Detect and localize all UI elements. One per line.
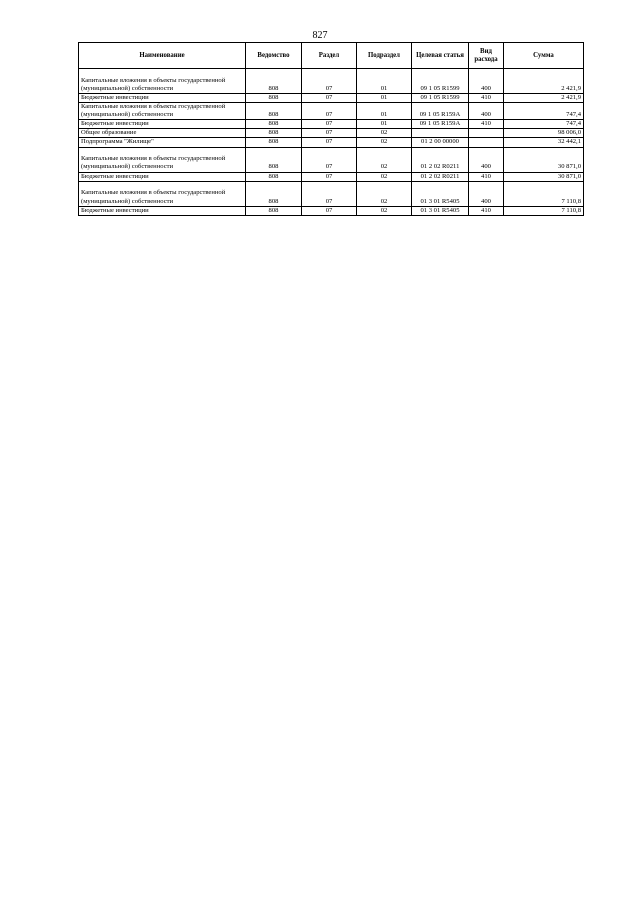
cell-summa: 747,4: [504, 120, 584, 129]
cell-razdel: 07: [302, 181, 357, 206]
cell-name: Бюджетные инвестиции: [79, 94, 246, 103]
cell-name: Капитальные вложения в объекты государственной (муниципальной) собственности: [79, 103, 246, 120]
cell-name: Капитальные вложения в объекты государственной (муниципальной) собственности: [79, 147, 246, 172]
table-body: [79, 69, 584, 216]
cell-celevaya-statya: 09 1 05 R1599: [412, 94, 469, 103]
cell-vedomstvo: 808: [246, 172, 302, 181]
cell-vid-rashoda: 400: [469, 69, 504, 94]
cell-vid-rashoda: 400: [469, 181, 504, 206]
cell-summa: 2 421,9: [504, 94, 584, 103]
cell-celevaya-statya: 09 1 05 R159A: [412, 120, 469, 129]
cell-podrazdel: 02: [357, 181, 412, 206]
cell-name: Бюджетные инвестиции: [79, 120, 246, 129]
cell-podrazdel: 02: [357, 147, 412, 172]
cell-vid-rashoda: [469, 129, 504, 138]
cell-podrazdel: 02: [357, 206, 412, 215]
table-row: [79, 94, 584, 103]
cell-celevaya-statya: 09 1 05 R1599: [412, 69, 469, 94]
cell-celevaya-statya: 09 1 05 R159A: [412, 103, 469, 120]
cell-name: Бюджетные инвестиции: [79, 206, 246, 215]
header-vedomstvo: Ведомство: [246, 43, 302, 69]
header-vid-rashoda: Вид расхода: [469, 43, 504, 69]
cell-celevaya-statya: 01 2 00 00000: [412, 138, 469, 147]
budget-table: [78, 42, 584, 216]
cell-vedomstvo: 808: [246, 103, 302, 120]
cell-vedomstvo: 808: [246, 181, 302, 206]
cell-summa: 32 442,1: [504, 138, 584, 147]
cell-name: Капитальные вложения в объекты государственной (муниципальной) собственности: [79, 69, 246, 94]
cell-razdel: 07: [302, 103, 357, 120]
table-row: [79, 129, 584, 138]
cell-podrazdel: 01: [357, 94, 412, 103]
cell-summa: 30 871,0: [504, 147, 584, 172]
cell-razdel: 07: [302, 206, 357, 215]
cell-summa: 747,4: [504, 103, 584, 120]
cell-celevaya-statya: 01 2 02 R0211: [412, 147, 469, 172]
cell-summa: 7 110,8: [504, 206, 584, 215]
cell-summa: 2 421,9: [504, 69, 584, 94]
cell-podrazdel: 01: [357, 103, 412, 120]
table-row: [79, 138, 584, 147]
table-row: [79, 147, 584, 172]
cell-celevaya-statya: 01 2 02 R0211: [412, 172, 469, 181]
cell-summa: 30 871,0: [504, 172, 584, 181]
cell-vedomstvo: 808: [246, 94, 302, 103]
table-row: [79, 172, 584, 181]
cell-razdel: 07: [302, 94, 357, 103]
cell-vid-rashoda: 410: [469, 172, 504, 181]
header-celevaya-statya: Целевая статья: [412, 43, 469, 69]
cell-summa: 98 006,0: [504, 129, 584, 138]
cell-razdel: 07: [302, 129, 357, 138]
table-row: [79, 181, 584, 206]
header-name: Наименование: [79, 43, 246, 69]
cell-vedomstvo: 808: [246, 138, 302, 147]
page-number: 827: [312, 30, 328, 41]
cell-vedomstvo: 808: [246, 120, 302, 129]
cell-razdel: 07: [302, 138, 357, 147]
cell-podrazdel: 02: [357, 129, 412, 138]
header-podrazdel: Подраздел: [357, 43, 412, 69]
cell-vedomstvo: 808: [246, 129, 302, 138]
header-summa: Сумма: [504, 43, 584, 69]
cell-celevaya-statya: [412, 129, 469, 138]
cell-podrazdel: 01: [357, 69, 412, 94]
table-row: [79, 206, 584, 215]
table-row: [79, 120, 584, 129]
cell-summa: 7 110,8: [504, 181, 584, 206]
table-row: [79, 69, 584, 94]
cell-name: Подпрограмма "Жилище": [79, 138, 246, 147]
cell-podrazdel: 02: [357, 172, 412, 181]
cell-name: Общее образование: [79, 129, 246, 138]
cell-vid-rashoda: 400: [469, 103, 504, 120]
table-row: [79, 103, 584, 120]
cell-vedomstvo: 808: [246, 206, 302, 215]
cell-razdel: 07: [302, 120, 357, 129]
table-header: [79, 43, 584, 69]
cell-podrazdel: 02: [357, 138, 412, 147]
header-razdel: Раздел: [302, 43, 357, 69]
cell-vid-rashoda: 410: [469, 120, 504, 129]
cell-vedomstvo: 808: [246, 69, 302, 94]
cell-vedomstvo: 808: [246, 147, 302, 172]
cell-vid-rashoda: 400: [469, 147, 504, 172]
cell-celevaya-statya: 01 3 01 R5405: [412, 181, 469, 206]
cell-razdel: 07: [302, 172, 357, 181]
cell-vid-rashoda: 410: [469, 206, 504, 215]
cell-name: Бюджетные инвестиции: [79, 172, 246, 181]
cell-vid-rashoda: 410: [469, 94, 504, 103]
cell-vid-rashoda: [469, 138, 504, 147]
cell-celevaya-statya: 01 3 01 R5405: [412, 206, 469, 215]
cell-name: Капитальные вложения в объекты государственной (муниципальной) собственности: [79, 181, 246, 206]
cell-razdel: 07: [302, 69, 357, 94]
cell-podrazdel: 01: [357, 120, 412, 129]
cell-razdel: 07: [302, 147, 357, 172]
